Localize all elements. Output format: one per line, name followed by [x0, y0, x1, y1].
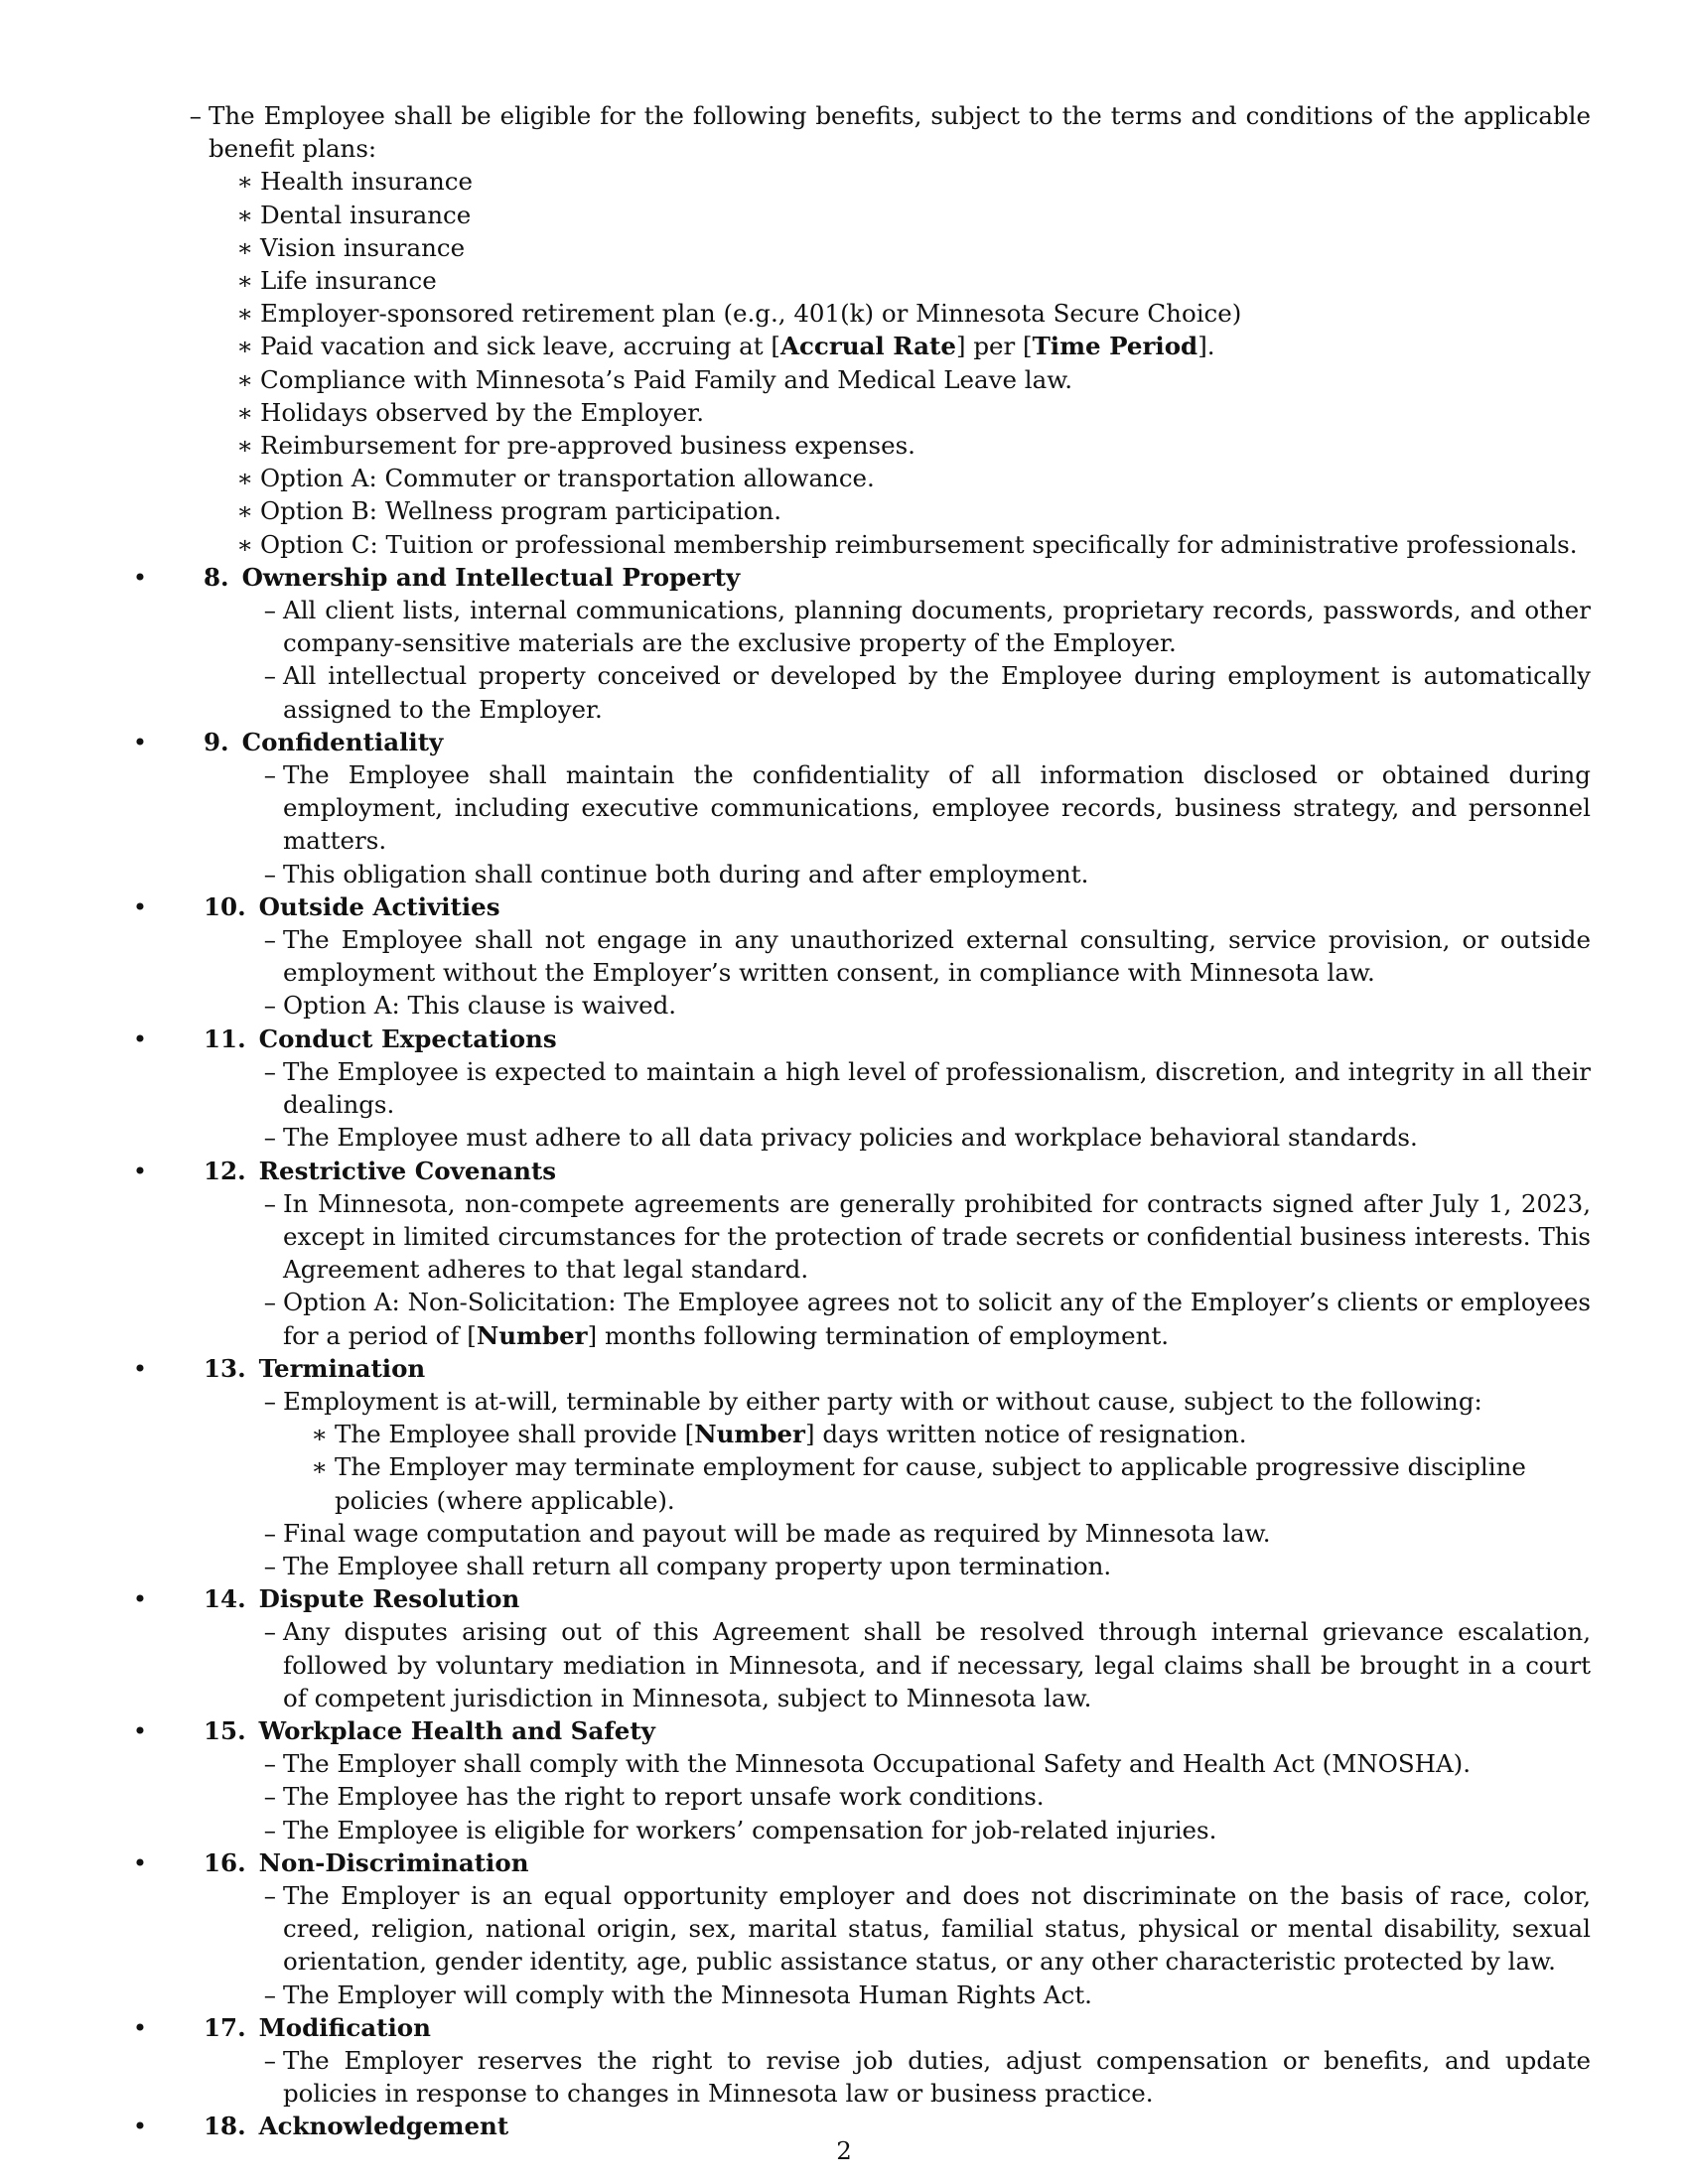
benefit-text: Option A: Commuter or transportation allowance.	[260, 464, 875, 493]
time-period-placeholder: Time Period	[1032, 332, 1198, 361]
dash-marker: –	[263, 925, 276, 955]
benefit-item	[55, 264, 1591, 297]
section-heading	[204, 890, 1591, 923]
vacation-pre: Paid vacation and sick leave, accruing at [	[260, 332, 780, 361]
star-marker: ∗	[236, 364, 253, 394]
clause-text: The Employee shall not engage in any unauthorized external consulting, service provision, or outside employment without the Employer’s written consent, in compliance with Minnesota law.	[283, 925, 1591, 988]
clause-item	[129, 989, 1591, 1022]
accrual-rate-placeholder: Accrual Rate	[779, 332, 956, 361]
benefit-text: Option B: Wellness program participation.	[260, 496, 782, 526]
star-marker: ∗	[236, 167, 253, 197]
bullet-marker: •	[132, 1715, 148, 1745]
clause-text: The Employer will comply with the Minnesota Human Rights Act.	[283, 1979, 1092, 2009]
section-13	[129, 1352, 1591, 1582]
dash-marker: –	[263, 2045, 276, 2075]
section-title: Termination	[258, 1353, 426, 1383]
clause-text: All intellectual property conceived or developed by the Employee during employment is automatically assigned to the Employer.	[283, 661, 1591, 724]
star-marker: ∗	[236, 232, 253, 262]
dash-marker: –	[263, 1979, 276, 2009]
vacation-post: ].	[1197, 332, 1215, 361]
clause-item	[129, 1121, 1591, 1154]
section-17	[129, 2011, 1591, 2111]
sub-clause-item	[129, 1418, 1591, 1450]
benefit-text: Holidays observed by the Employer.	[260, 397, 705, 427]
clause-item	[129, 858, 1591, 890]
section-title: Restrictive Covenants	[258, 1156, 557, 1185]
section-8	[129, 561, 1591, 726]
dash-marker: –	[263, 1188, 276, 1218]
clause-text: Any disputes arising out of this Agreement shall be resolved through internal grievance escalation, followed by voluntary mediation in Minnesota, and if necessary, legal claims shall be brought in a court of competent jurisdiction in Minnesota, subject to Minnesota law.	[283, 1617, 1591, 1712]
sub-clause-pre: The Employee shall provide [	[335, 1420, 695, 1449]
bullet-marker: •	[132, 1584, 148, 1614]
benefit-item	[55, 396, 1591, 429]
page-number: 2	[836, 2136, 852, 2165]
sub-clause-post: ] days written notice of resignation.	[804, 1420, 1247, 1449]
clause-item	[129, 594, 1591, 659]
section-heading	[204, 1846, 1591, 1879]
dash-marker: –	[263, 1551, 276, 1580]
section-9	[129, 726, 1591, 890]
benefit-text: Compliance with Minnesota’s Paid Family and Medical Leave law.	[260, 364, 1073, 394]
star-marker: ∗	[236, 397, 253, 427]
section-title: Dispute Resolution	[258, 1584, 520, 1614]
clause-text: Option A: This clause is waived.	[283, 991, 677, 1021]
clause-text: The Employee must adhere to all data privacy policies and workplace behavioral standards.	[283, 1123, 1418, 1153]
star-marker: ∗	[236, 529, 253, 559]
benefit-text: Vision insurance	[260, 232, 466, 262]
clause-text-post: ] months following termination of employment.	[587, 1320, 1170, 1350]
dash-marker: –	[263, 1056, 276, 1086]
section-heading	[204, 1155, 1591, 1187]
dash-marker: –	[263, 1288, 276, 1317]
benefit-item	[55, 528, 1591, 561]
number-placeholder: Number	[694, 1420, 805, 1449]
section-heading	[204, 1714, 1591, 1747]
dash-marker: –	[263, 760, 276, 790]
clause-text: Employment is at-will, terminable by either party with or without cause, subject to the following:	[283, 1386, 1482, 1416]
dash-marker: –	[189, 101, 202, 130]
benefit-text: Employer-sponsored retirement plan (e.g., 401(k) or Minnesota Secure Choice)	[260, 299, 1242, 329]
document-body	[129, 99, 1591, 2143]
section-number: 8.	[204, 562, 229, 592]
section-number: 18.	[204, 2112, 246, 2141]
vacation-mid: ] per [	[955, 332, 1033, 361]
benefits-intro	[55, 99, 1591, 165]
section-title: Workplace Health and Safety	[258, 1715, 655, 1745]
clause-text-pre: Option A: Non-Solicitation: The Employee agrees not to solicit any of the Employer’s clients or employees for a period of [	[283, 1288, 1591, 1350]
clause-item	[129, 1780, 1591, 1813]
benefit-item	[55, 231, 1591, 264]
section-number: 16.	[204, 1847, 246, 1877]
clause-item	[129, 1879, 1591, 1979]
clause-item	[129, 1055, 1591, 1121]
section-10	[129, 890, 1591, 1023]
section-number: 11.	[204, 1024, 246, 1053]
clause-item	[129, 2044, 1591, 2110]
clause-item	[129, 758, 1591, 858]
clause-text: Final wage computation and payout will be made as required by Minnesota law.	[283, 1518, 1271, 1548]
benefit-text: Health insurance	[260, 167, 474, 197]
section-15	[129, 1714, 1591, 1846]
section-title: Modification	[258, 2012, 431, 2042]
benefits-intro-text: The Employee shall be eligible for the following benefits, subject to the terms and conditions of the applicable benefit plans:	[209, 101, 1591, 164]
number-placeholder: Number	[476, 1320, 588, 1350]
dash-marker: –	[263, 1782, 276, 1812]
sub-clause-item	[129, 1450, 1591, 1516]
bullet-marker: •	[132, 2012, 148, 2042]
clause-item	[129, 1385, 1591, 1418]
dash-marker: –	[263, 661, 276, 691]
clause-text: This obligation shall continue both during and after employment.	[283, 859, 1089, 888]
dash-marker: –	[263, 1815, 276, 1844]
benefit-item-vacation	[55, 330, 1591, 362]
benefit-text: Life insurance	[260, 266, 437, 296]
clause-item	[129, 1979, 1591, 2011]
benefit-text: Reimbursement for pre-approved business expenses.	[260, 431, 915, 461]
section-title: Acknowledgement	[258, 2112, 509, 2141]
section-number: 15.	[204, 1715, 246, 1745]
section-number: 12.	[204, 1156, 246, 1185]
clause-text: All client lists, internal communications, planning documents, proprietary records, passwords, and other company-sensitive materials are the exclusive property of the Employer.	[283, 596, 1591, 658]
clause-text: In Minnesota, non-compete agreements are generally prohibited for contracts signed after July 1, 2023, except in limited circumstances for the protection of trade secrets or confidential business interests. This Agreement adheres to that legal standard.	[283, 1188, 1591, 1285]
section-number: 13.	[204, 1353, 246, 1383]
section-title: Non-Discrimination	[258, 1847, 529, 1877]
benefit-text: Dental insurance	[260, 200, 472, 229]
bullet-marker: •	[132, 562, 148, 592]
benefit-item	[55, 363, 1591, 396]
dash-marker: –	[263, 859, 276, 888]
star-marker: ∗	[236, 496, 253, 526]
section-title: Confidentiality	[241, 727, 444, 756]
clause-item	[129, 1517, 1591, 1550]
bullet-marker: •	[132, 891, 148, 921]
dash-marker: –	[263, 1518, 276, 1548]
clause-item	[129, 1814, 1591, 1846]
benefit-item	[55, 165, 1591, 198]
sub-clause-text: The Employer may terminate employment for cause, subject to applicable progressive discipline policies (where applicable).	[335, 1452, 1526, 1515]
section-number: 10.	[204, 891, 246, 921]
clause-text: The Employee shall maintain the confidentiality of all information disclosed or obtained during employment, including executive communications, employee records, business strategy, and personnel matters.	[283, 760, 1591, 856]
clause-text: The Employer shall comply with the Minnesota Occupational Safety and Health Act (MNOSHA).	[283, 1749, 1472, 1779]
clause-item	[129, 1187, 1591, 1287]
bullet-marker: •	[132, 1024, 148, 1053]
bullet-marker: •	[132, 2112, 148, 2141]
section-heading	[204, 1023, 1591, 1055]
bullet-marker: •	[132, 1353, 148, 1383]
star-marker: ∗	[236, 266, 253, 296]
clause-item	[129, 659, 1591, 725]
dash-marker: –	[263, 596, 276, 625]
benefit-item	[55, 297, 1591, 330]
dash-marker: –	[263, 1617, 276, 1647]
bullet-marker: •	[132, 1847, 148, 1877]
star-marker: ∗	[236, 464, 253, 493]
section-16	[129, 1846, 1591, 2011]
star-marker: ∗	[311, 1452, 328, 1482]
clause-item	[129, 1286, 1591, 1351]
clause-text: The Employer reserves the right to revise job duties, adjust compensation or benefits, and update policies in response to changes in Minnesota law or business practice.	[283, 2045, 1591, 2109]
clause-item	[129, 1550, 1591, 1582]
section-heading	[204, 1352, 1591, 1385]
section-14	[129, 1582, 1591, 1714]
section-number: 9.	[204, 727, 229, 756]
clause-text: The Employee has the right to report unsafe work conditions.	[283, 1782, 1045, 1812]
clause-text: The Employee shall return all company property upon termination.	[283, 1551, 1112, 1580]
section-title: Outside Activities	[258, 891, 500, 921]
section-heading	[204, 726, 1591, 758]
benefit-item	[55, 462, 1591, 494]
section-title: Ownership and Intellectual Property	[241, 562, 741, 592]
section-12	[129, 1155, 1591, 1352]
clause-item	[129, 923, 1591, 989]
section-number: 17.	[204, 2012, 246, 2042]
star-marker: ∗	[236, 332, 253, 361]
dash-marker: –	[263, 1749, 276, 1779]
star-marker: ∗	[311, 1420, 328, 1449]
benefit-item	[55, 429, 1591, 462]
benefit-item	[55, 199, 1591, 231]
clause-item	[129, 1615, 1591, 1714]
benefit-item	[55, 494, 1591, 527]
section-title: Conduct Expectations	[258, 1024, 557, 1053]
dash-marker: –	[263, 991, 276, 1021]
dash-marker: –	[263, 1386, 276, 1416]
dash-marker: –	[263, 1123, 276, 1153]
star-marker: ∗	[236, 200, 253, 229]
dash-marker: –	[263, 1880, 276, 1910]
star-marker: ∗	[236, 299, 253, 329]
star-marker: ∗	[236, 431, 253, 461]
clause-item	[129, 1747, 1591, 1780]
benefit-text: Option C: Tuition or professional membership reimbursement specifically for administrative professionals.	[260, 529, 1578, 559]
section-heading	[204, 561, 1591, 594]
bullet-marker: •	[132, 727, 148, 756]
clause-text: The Employee is expected to maintain a high level of professionalism, discretion, and integrity in all their dealings.	[283, 1056, 1591, 1120]
section-11	[129, 1023, 1591, 1155]
section-number: 14.	[204, 1584, 246, 1614]
section-heading	[204, 2011, 1591, 2044]
clause-text: The Employee is eligible for workers’ compensation for job-related injuries.	[283, 1815, 1217, 1844]
clause-text: The Employer is an equal opportunity employer and does not discriminate on the basis of race, color, creed, religion, national origin, sex, marital status, familial status, physical or mental disability, sexual orientation, gender identity, age, public assistance status, or any other characteristic protected by law.	[283, 1880, 1591, 1977]
bullet-marker: •	[132, 1156, 148, 1185]
section-heading	[204, 1582, 1591, 1615]
